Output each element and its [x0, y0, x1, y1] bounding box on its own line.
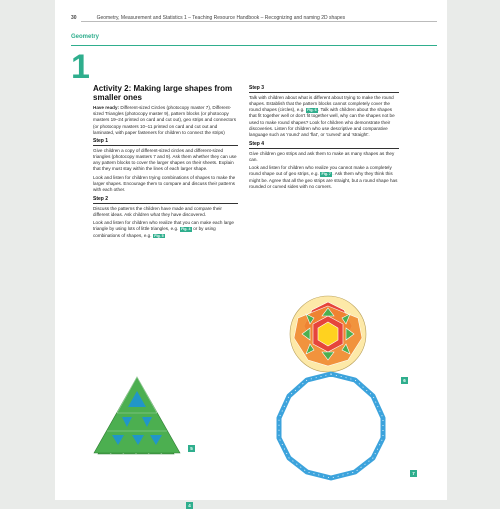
fig-7-reference-tag: Fig. 7 — [321, 172, 331, 177]
activity-title: Activity 2: Making large shapes from smaller ones — [93, 84, 233, 102]
have-ready — [93, 105, 238, 136]
figure-7-label: 7 — [410, 470, 417, 477]
figure-5-label: 5 — [188, 445, 195, 452]
step-3-heading: Step 3 — [249, 85, 399, 93]
step-1-heading: Step 1 — [93, 138, 238, 146]
step-4-heading: Step 4 — [249, 141, 399, 149]
page-number: 30 — [71, 15, 77, 21]
step-1-paragraph-2: Look and listen for children trying combinations of shapes to make the larger shapes. Encourage them to compare and discuss their patterns with each other. — [93, 174, 236, 192]
figure-5 — [92, 375, 192, 465]
left-column — [93, 84, 238, 241]
step-3-text-b: . Talk with children about the shapes that fit together well or don't fit together well, why can the shapes not be used to make round shapes? Look for children who demonstrate their discoveries. Listen for children who use descriptive and comparative language such as 'round' and 'flat', or 'curved' and 'straight'. — [249, 107, 395, 137]
have-ready-text: Different-sized Circles (photocopy master 7), Different-sized Triangles (photocopy master 9), pattern blocks (or photocopy masters 19–24 printed on card and cut out), geo strips and connectors (or photocopy masters 10–11 printed on card and cut out and laminated, with paper fasteners for children to connect the strips) — [93, 105, 237, 135]
right-column — [249, 85, 399, 192]
figure-4-label: 4 — [186, 502, 193, 509]
step-2-text-a: Look and listen for children who realize that you can make each large triangle by using lots of little triangles, e.g. — [93, 220, 234, 232]
step-3-paragraph — [249, 95, 399, 138]
step-2-paragraph-1: Discuss the patterns the children have made and compare their different ideas. Ask children what they have discovered. — [93, 205, 222, 218]
step-3-text-a: Talk with children about what is different about trying to make the round shapes. Establish that the pattern blocks cannot completely cover the round shapes (circles), e.g. — [249, 94, 394, 113]
handbook-page — [55, 0, 447, 508]
figure-6-label: 6 — [401, 377, 408, 384]
fig-6-reference-tag: Fig. 6 — [307, 108, 317, 113]
section-label: Geometry — [71, 34, 100, 40]
have-ready-label: Have ready: — [93, 105, 120, 110]
circle-covered-with-pattern-blocks-illustration — [288, 294, 368, 374]
step-2-heading: Step 2 — [93, 196, 238, 204]
running-title: Geometry, Measurement and Statistics 1 – Teaching Resource Handbook – Recognizing and naming 2D shapes — [96, 15, 346, 21]
step-2-paragraph-2 — [93, 220, 238, 239]
header-divider — [81, 21, 437, 22]
fig-5-reference-tag: Fig. 5 — [154, 233, 164, 238]
fig-4-reference-tag: Fig. 4 — [181, 227, 191, 232]
step-4-text-b: . Ask them why they think this might be. Agree that all the geo strips are straight, but a round shape has rounded or curved sides with no corners. — [249, 171, 398, 189]
figure-6 — [288, 294, 406, 383]
geo-strip-polygon-illustration — [273, 368, 389, 484]
step-2-text-b: or by using combinations of shapes, e.g. — [93, 226, 216, 238]
step-1-paragraph-1: Give children a copy of different-sized circles and different-sized triangles (photocopy masters 7 and 9). Ask them whether they can use any pattern blocks to cover the larger shapes on their sheets. Explain that they must stay within the lines of each larger shape. — [93, 147, 237, 172]
figure-7 — [273, 368, 415, 484]
section-number: 1 — [71, 48, 90, 86]
step-4-paragraph-2 — [249, 165, 399, 190]
section-divider — [71, 45, 437, 46]
step-4-paragraph-1: Give children geo strips and ask them to make as many shapes as they can. — [249, 150, 395, 163]
step-4-text-a: Look and listen for children who realize you cannot make a completely round shape out of geo strips, e.g. — [249, 165, 392, 177]
triangle-mixed-shapes-illustration — [92, 375, 182, 455]
